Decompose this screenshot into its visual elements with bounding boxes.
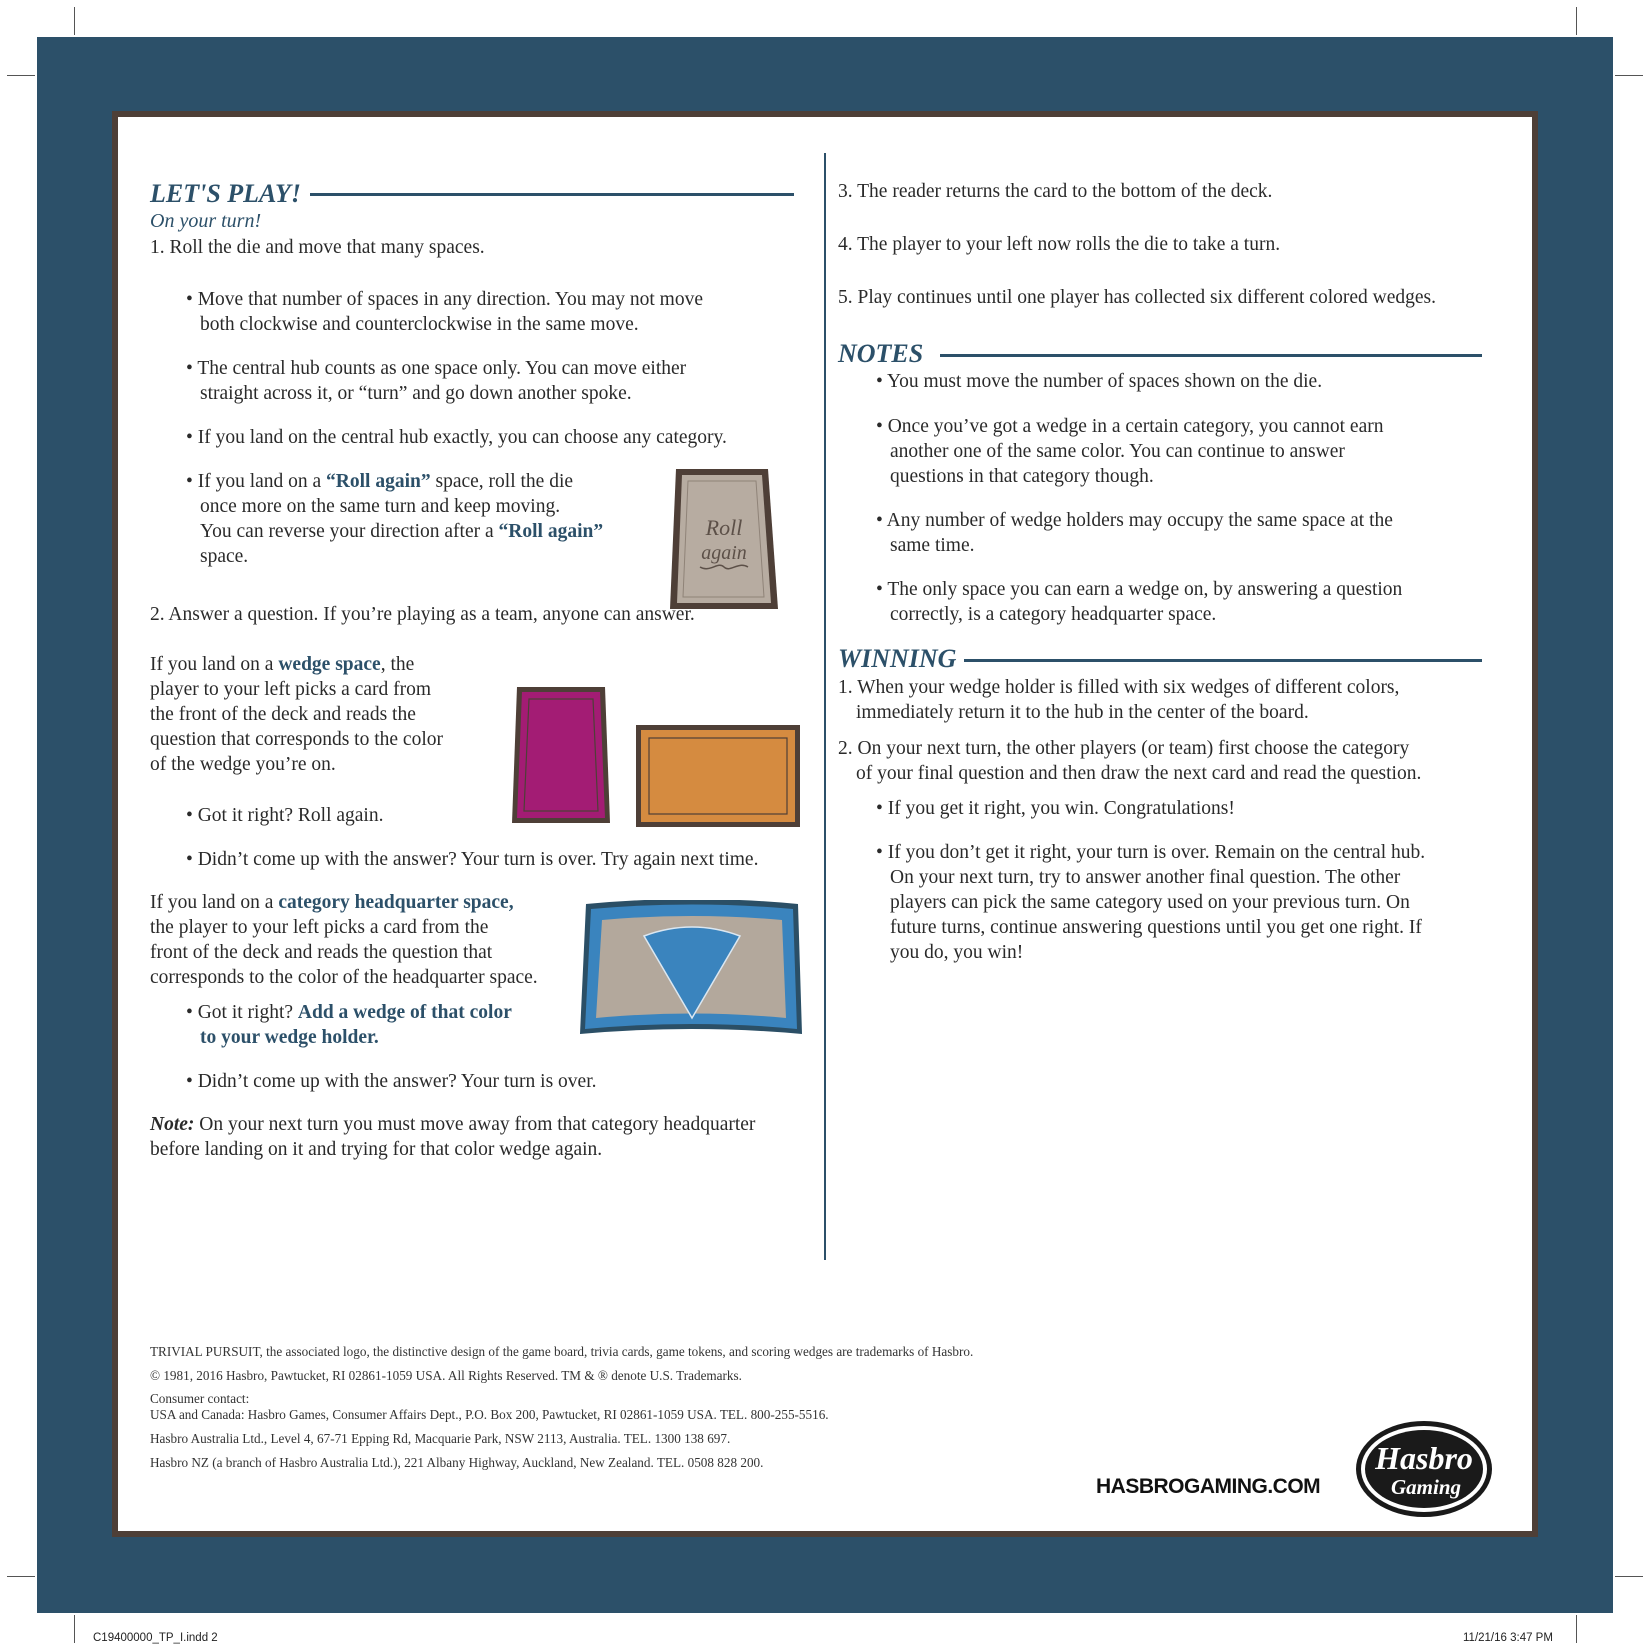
heading-rule bbox=[310, 193, 794, 196]
wedge-text-1: If you land on a wedge space, the bbox=[150, 654, 415, 675]
bullet-hub-cont: straight across it, or “turn” and go down another spoke. bbox=[200, 383, 632, 404]
heading-rule bbox=[964, 659, 1482, 662]
hq-bullet-right: • Got it right? Add a wedge of that color bbox=[186, 1002, 512, 1023]
logo-hasbro-text: Hasbro bbox=[1375, 1440, 1473, 1476]
wedge-text-2: player to your left picks a card from bbox=[150, 679, 432, 700]
note-1: • You must move the number of spaces shown on the die. bbox=[876, 371, 1323, 392]
crop-mark bbox=[7, 75, 35, 76]
winning-bullet-lose-5: you do, you win! bbox=[890, 942, 1024, 963]
winning-bullet-lose-2: On your next turn, try to answer another final question. The other bbox=[890, 867, 1401, 888]
note-4: • The only space you can earn a wedge on, by answering a question bbox=[876, 579, 1403, 600]
step-4: 4. The player to your left now rolls the die to take a turn. bbox=[838, 234, 1281, 255]
winning-bullet-win: • If you get it right, you win. Congratulations! bbox=[876, 798, 1235, 819]
note-line-1: Note: On your next turn you must move away from that category headquarter bbox=[150, 1114, 756, 1135]
legal-new-zealand: Hasbro NZ (a branch of Hasbro Australia Ltd.), 221 Albany Highway, Auckland, New Zealand. TEL. 0508 828 200. bbox=[150, 1455, 764, 1470]
roll-again-term: “Roll again” bbox=[498, 521, 604, 542]
hq-text-2: the player to your left picks a card from the bbox=[150, 917, 489, 938]
step-2: 2. Answer a question. If you’re playing as a team, anyone can answer. bbox=[150, 604, 695, 625]
column-divider bbox=[824, 153, 826, 1260]
bullet-move-cont: both clockwise and counterclockwise in the same move. bbox=[200, 314, 639, 335]
crop-mark bbox=[1576, 1615, 1577, 1643]
note-2: • Once you’ve got a wedge in a certain category, you cannot earn bbox=[876, 416, 1384, 437]
roll-again-space-illustration bbox=[670, 469, 780, 611]
add-wedge-term: Add a wedge of that color bbox=[297, 1002, 512, 1023]
note-4-cont: correctly, is a category headquarter space. bbox=[890, 604, 1217, 625]
winning-2-cont: of your final question and then draw the next card and read the question. bbox=[856, 763, 1422, 784]
heading-winning: WINNING bbox=[838, 644, 957, 673]
crop-mark bbox=[1615, 1576, 1643, 1577]
bullet-hub-exact: • If you land on the central hub exactly, you can choose any category. bbox=[186, 427, 727, 448]
heading-rule bbox=[940, 354, 1482, 357]
winning-2: 2. On your next turn, the other players (or team) first choose the category bbox=[838, 738, 1410, 759]
rules-page bbox=[118, 117, 1532, 1531]
winning-1-cont: immediately return it to the hub in the center of the board. bbox=[856, 702, 1309, 723]
hasbro-gaming-logo bbox=[1354, 1417, 1494, 1521]
note-3-cont: same time. bbox=[890, 535, 975, 556]
hq-text-3: front of the deck and reads the question that bbox=[150, 942, 493, 963]
legal-usa-canada: USA and Canada: Hasbro Games, Consumer Affairs Dept., P.O. Box 200, Pawtucket, RI 02861-1059 USA. TEL. 800-255-5516. bbox=[150, 1407, 829, 1422]
crop-mark bbox=[1615, 75, 1643, 76]
winning-bullet-lose-3: players can pick the same category used on your previous turn. On bbox=[890, 892, 1410, 913]
subheading-on-your-turn: On your turn! bbox=[150, 210, 262, 232]
note-3: • Any number of wedge holders may occupy the same space at the bbox=[876, 510, 1393, 531]
category-headquarter-illustration bbox=[580, 900, 804, 1040]
logo-gaming-text: Gaming bbox=[1390, 1475, 1462, 1499]
slug-filename: C19400000_TP_I.indd 2 bbox=[93, 1632, 218, 1644]
roll-card-text-1: Roll bbox=[705, 515, 743, 540]
winning-bullet-lose-4: future turns, continue answering questions until you get one right. If bbox=[890, 917, 1422, 938]
bullet-roll-again-cont: once more on the same turn and keep moving. bbox=[200, 496, 561, 517]
crop-mark bbox=[74, 7, 75, 35]
roll-again-term: “Roll again” bbox=[326, 471, 431, 492]
winning-bullet-lose: • If you don’t get it right, your turn is over. Remain on the central hub. bbox=[876, 842, 1426, 863]
hq-bullet-right-cont: to your wedge holder. bbox=[200, 1027, 379, 1048]
category-hq-term: category headquarter space, bbox=[278, 892, 514, 913]
bullet-move: • Move that number of spaces in any direction. You may not move bbox=[186, 289, 703, 310]
wedge-text-5: of the wedge you’re on. bbox=[150, 754, 336, 775]
wedge-text-4: question that corresponds to the color bbox=[150, 729, 443, 750]
step-1: 1. Roll the die and move that many spaces. bbox=[150, 237, 485, 258]
hq-text-1: If you land on a category headquarter space, bbox=[150, 892, 514, 913]
note-2-cont: another one of the same color. You can continue to answer bbox=[890, 441, 1345, 462]
bullet-roll-again: • If you land on a “Roll again” space, roll the die bbox=[186, 471, 574, 492]
step-3: 3. The reader returns the card to the bottom of the deck. bbox=[838, 181, 1273, 202]
step-5: 5. Play continues until one player has collected six different colored wedges. bbox=[838, 287, 1437, 308]
roll-card-text-2: again bbox=[701, 542, 747, 564]
note-2-end: questions in that category though. bbox=[890, 466, 1154, 487]
legal-copyright: © 1981, 2016 Hasbro, Pawtucket, RI 02861-1059 USA. All Rights Reserved. TM & ® denote U.S. Trademarks. bbox=[150, 1368, 742, 1383]
slug-datetime: 11/21/16 3:47 PM bbox=[1463, 1632, 1553, 1644]
wedge-text-3: the front of the deck and reads the bbox=[150, 704, 416, 725]
legal-australia: Hasbro Australia Ltd., Level 4, 67-71 Epping Rd, Macquarie Park, NSW 2113, Australia. TEL. 1300 138 697. bbox=[150, 1431, 731, 1446]
hq-bullet-wrong: • Didn’t come up with the answer? Your turn is over. bbox=[186, 1071, 597, 1092]
wedge-bullet-wrong: • Didn’t come up with the answer? Your turn is over. Try again next time. bbox=[186, 849, 759, 870]
wedge-bullet-right: • Got it right? Roll again. bbox=[186, 805, 384, 826]
legal-consumer-contact: Consumer contact: bbox=[150, 1391, 250, 1406]
bullet-roll-again-end: space. bbox=[200, 546, 249, 567]
magenta-wedge-space-illustration bbox=[512, 687, 612, 825]
hq-text-4: corresponds to the color of the headquarter space. bbox=[150, 967, 538, 988]
wedge-space-term: wedge space bbox=[278, 654, 381, 675]
note-label: Note: bbox=[150, 1114, 195, 1135]
legal-trademark: TRIVIAL PURSUIT, the associated logo, the distinctive design of the game board, trivia cards, game tokens, and scoring wedges are trademarks of Hasbro. bbox=[150, 1344, 974, 1359]
crop-mark bbox=[1576, 7, 1577, 35]
heading-notes: NOTES bbox=[838, 339, 924, 368]
crop-mark bbox=[74, 1615, 75, 1643]
crop-mark bbox=[7, 1576, 35, 1577]
winning-1: 1. When your wedge holder is filled with six wedges of different colors, bbox=[838, 677, 1400, 698]
hasbrogaming-url[interactable]: HASBROGAMING.COM bbox=[1096, 1475, 1321, 1498]
note-line-2: before landing on it and trying for that color wedge again. bbox=[150, 1139, 603, 1160]
heading-lets-play: LET'S PLAY! bbox=[150, 179, 301, 208]
bullet-hub: • The central hub counts as one space only. You can move either bbox=[186, 358, 687, 379]
bullet-roll-again-reverse: You can reverse your direction after a “Roll again” bbox=[200, 521, 604, 542]
orange-wedge-space-illustration bbox=[636, 725, 800, 827]
